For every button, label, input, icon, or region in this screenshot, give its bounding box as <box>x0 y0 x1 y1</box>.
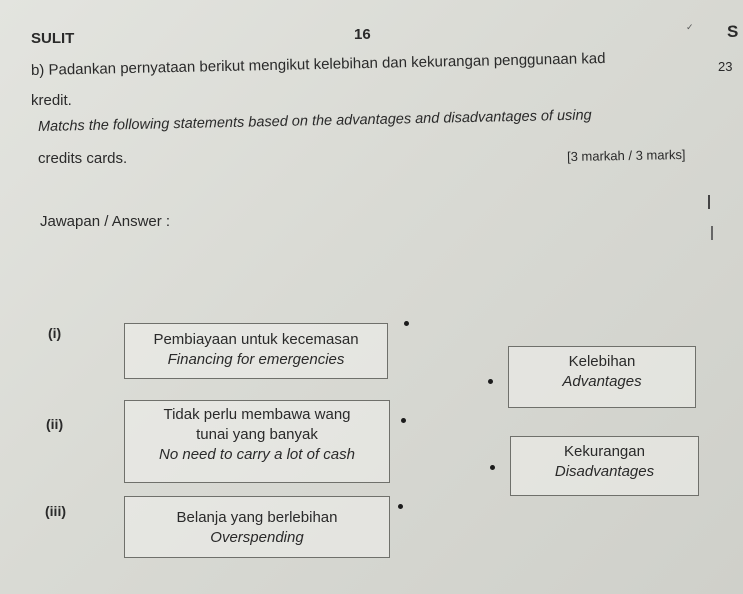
statement-english: Overspending <box>210 529 304 546</box>
statement-box-2 <box>124 400 390 483</box>
subject-header: SULIT <box>31 30 75 47</box>
match-dot[interactable] <box>488 379 493 384</box>
question-malay-cont: kredit. <box>31 92 72 109</box>
match-dot[interactable] <box>401 418 406 423</box>
statement-malay: Tidak perlu membawa wang <box>163 406 351 423</box>
statement-english: Financing for emergencies <box>167 351 345 368</box>
match-dot[interactable] <box>490 465 495 470</box>
statement-malay: Belanja yang berlebihan <box>176 509 338 526</box>
match-dot[interactable] <box>404 321 409 326</box>
corner-mark: S <box>727 22 739 41</box>
margin-line <box>711 226 713 240</box>
statement-malay: Pembiayaan untuk kecemasan <box>153 331 359 348</box>
question-english: Matchs the following statements based on the advantages and disadvantages of using <box>37 107 592 135</box>
statement-malay-cont: tunai yang banyak <box>196 426 318 443</box>
category-malay: Kelebihan <box>568 353 636 370</box>
margin-line <box>708 195 710 209</box>
question-english-cont: credits cards. <box>38 150 128 167</box>
category-english: Advantages <box>562 373 642 390</box>
category-malay: Kekurangan <box>564 443 645 460</box>
statement-english: No need to carry a lot of cash <box>159 446 355 463</box>
category-english: Disadvantages <box>554 463 655 480</box>
statement-number: (iii) <box>45 503 66 519</box>
match-dot[interactable] <box>398 504 403 509</box>
question-label: b) <box>30 61 45 79</box>
question-malay <box>31 50 606 79</box>
statement-number: (i) <box>48 325 62 341</box>
page-number: 16 <box>354 26 371 43</box>
answer-label: Jawapan / Answer : <box>40 213 171 230</box>
category-box-advantages <box>508 346 696 408</box>
statement-number: (ii) <box>46 416 64 432</box>
marks-allocation: [3 markah / 3 marks] <box>566 146 686 165</box>
question-malay-text: Padankan pernyataan berikut mengikut kelebihan dan kekurangan penggunaan kad <box>48 49 606 79</box>
statement-box-1 <box>124 323 388 379</box>
statement-box-3 <box>124 496 390 558</box>
margin-tick: ✓ <box>686 22 694 32</box>
category-box-disadvantages <box>510 436 699 496</box>
margin-mark: 23 <box>718 59 733 74</box>
